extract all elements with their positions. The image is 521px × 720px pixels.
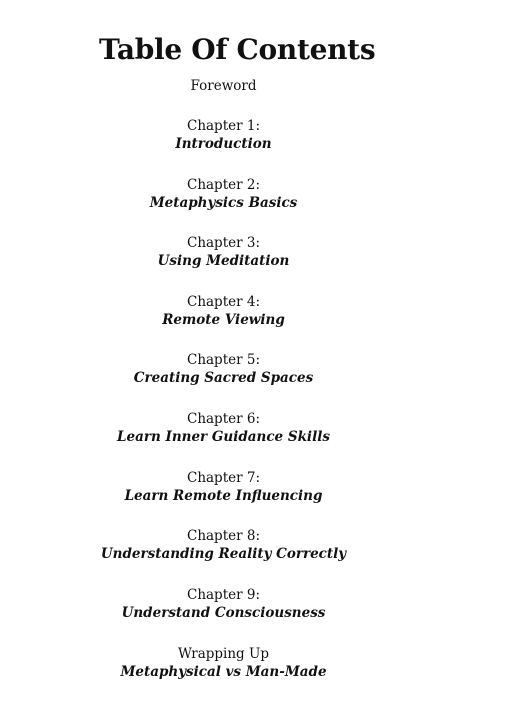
toc-entry-label: Chapter 1: [186, 118, 260, 134]
toc-entry-label: Chapter 4: [186, 294, 260, 310]
toc-entry-title: Understanding Reality Correctly [100, 546, 347, 562]
toc-entry-title: Learn Inner Guidance Skills [117, 429, 330, 445]
toc-entry-chapter-9 [0, 586, 447, 622]
toc-entry-title: Understand Consciousness [121, 605, 326, 621]
toc-entry-label: Chapter 6: [186, 411, 260, 427]
toc-entry-chapter-2 [0, 176, 447, 212]
toc-entry-label: Chapter 5: [186, 352, 260, 368]
toc-entry-chapter-3 [0, 234, 447, 270]
toc-entry-chapter-4 [0, 293, 447, 329]
toc-entry-label: Chapter 8: [186, 528, 260, 544]
toc-entry-title: Creating Sacred Spaces [133, 370, 314, 386]
toc-entry-label: Chapter 3: [186, 235, 260, 251]
toc-entry-title: Using Meditation [157, 253, 290, 269]
toc-entry-label: Chapter 9: [186, 587, 260, 603]
toc-entry-chapter-8 [0, 527, 447, 563]
toc-entry-title: Introduction [175, 136, 272, 152]
toc-entry-label: Chapter 7: [186, 470, 260, 486]
toc-entry-wrapping-up [0, 645, 447, 681]
toc-entry-title: Metaphysical vs Man-Made [120, 664, 327, 680]
toc-entry-title: Learn Remote Influencing [124, 488, 323, 504]
toc-entry-label: Wrapping Up [177, 646, 270, 662]
toc-entry-label: Chapter 2: [186, 177, 260, 193]
toc-entry-foreword [0, 77, 447, 95]
page-title: Table Of Contents [99, 33, 376, 66]
toc-entry-label: Foreword [190, 78, 257, 94]
toc-entry-chapter-5 [0, 351, 447, 387]
toc-entry-title: Metaphysics Basics [149, 195, 298, 211]
toc-entry-title: Remote Viewing [162, 312, 285, 328]
toc-entry-chapter-7 [0, 469, 447, 505]
toc-entry-chapter-1 [0, 117, 447, 153]
toc-entry-chapter-6 [0, 410, 447, 446]
